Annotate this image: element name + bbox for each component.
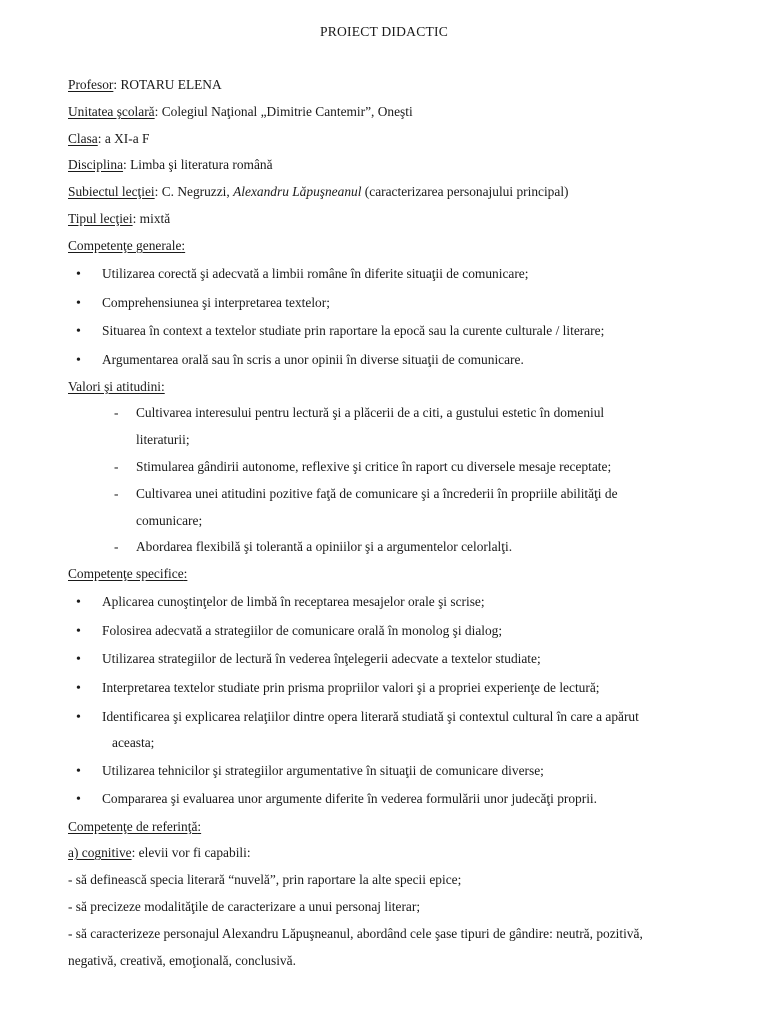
cognitive-label: a) cognitive	[68, 845, 132, 860]
referinta-item-continuation: negativă, creativă, emoţională, conclusivă.	[68, 953, 296, 968]
list-item: •Comprehensiunea şi interpretarea textelor;	[76, 295, 330, 312]
profesor-label: Profesor	[68, 77, 114, 92]
disciplina-label: Disciplina	[68, 157, 124, 172]
tip-label: Tipul lecţiei	[68, 211, 133, 226]
list-item: •Situarea în context a textelor studiate prin raportare la epocă sau la curente culturale / literare;	[76, 323, 604, 340]
unitate-value: : Colegiul Naţional „Dimitrie Cantemir”, Oneşti	[154, 104, 413, 119]
list-item: •Interpretarea textelor studiate prin prisma propriilor valori şi a propriei experienţe de lectură;	[76, 680, 599, 697]
bullet-icon	[76, 623, 102, 640]
list-item-continuation: comunicare;	[136, 513, 203, 528]
list-item: •Utilizarea corectă şi adecvată a limbii române în diferite situaţii de comunicare;	[76, 266, 528, 283]
subiect-suffix: (caracterizarea personajului principal)	[361, 184, 569, 199]
list-item: •Compararea şi evaluarea unor argumente diferite în vederea formulării unor judecăţi proprii.	[76, 791, 597, 808]
bullet-icon	[76, 763, 102, 780]
list-item: •Folosirea adecvată a strategiilor de comunicare orală în monolog şi dialog;	[76, 623, 502, 640]
clasa-line	[68, 131, 149, 147]
competente-referinta-heading: Competenţe de referinţă:	[68, 819, 202, 834]
cognitive-line	[68, 845, 251, 861]
disciplina-value: : Limba şi literatura română	[123, 157, 273, 172]
tip-value: : mixtă	[132, 211, 171, 226]
list-item: •Identificarea şi explicarea relaţiilor dintre opera literară studiată şi contextul cultural în care a apărut	[76, 709, 639, 726]
bullet-icon	[76, 352, 102, 369]
subiect-line	[68, 184, 569, 200]
competente-generale-heading: Competenţe generale:	[68, 238, 186, 253]
list-item: - Cultivarea unei atitudini pozitive faţă de comunicare şi a încrederii în propriile abilităţi de	[114, 486, 618, 501]
list-item: •Argumentarea orală sau în scris a unor opinii în diverse situaţii de comunicare.	[76, 352, 524, 369]
bullet-icon	[76, 709, 102, 726]
dash-marker: -	[114, 539, 119, 554]
profesor-line	[68, 77, 222, 93]
list-item-continuation: aceasta;	[112, 735, 155, 750]
list-item-continuation: literaturii;	[136, 432, 190, 447]
dash-marker: -	[114, 405, 119, 420]
valori-heading: Valori şi atitudini:	[68, 379, 165, 394]
referinta-item: - să definească specia literară “nuvelă”, prin raportare la alte specii epice;	[68, 872, 462, 887]
cognitive-text: : elevii vor fi capabili:	[131, 845, 251, 860]
bullet-icon	[76, 323, 102, 340]
subiect-label: Subiectul lecţiei	[68, 184, 155, 199]
list-item: - Stimularea gândirii autonome, reflexive şi critice în raport cu diversele mesaje receptate;	[114, 459, 612, 474]
disciplina-line	[68, 157, 273, 173]
unitate-label: Unitatea şcolară	[68, 104, 155, 119]
bullet-icon	[76, 680, 102, 697]
list-item: •Aplicarea cunoştinţelor de limbă în receptarea mesajelor orale şi scrise;	[76, 594, 485, 611]
list-item: - Cultivarea interesului pentru lectură şi a plăcerii de a citi, a gustului estetic în domeniul	[114, 405, 605, 420]
profesor-value: : ROTARU ELENA	[113, 77, 222, 92]
list-item: - Abordarea flexibilă şi tolerantă a opiniilor şi a argumentelor celorlalţi.	[114, 539, 513, 554]
dash-marker: -	[114, 459, 119, 474]
dash-marker: -	[114, 486, 119, 501]
list-item: •Utilizarea strategiilor de lectură în vederea înţelegerii adecvate a textelor studiate;	[76, 651, 541, 668]
bullet-icon	[76, 266, 102, 283]
competente-specifice-heading: Competenţe specifice:	[68, 566, 188, 581]
bullet-icon	[76, 295, 102, 312]
list-item: •Utilizarea tehnicilor şi strategiilor argumentative în situaţii de comunicare diverse;	[76, 763, 544, 780]
document-title: PROIECT DIDACTIC	[320, 24, 448, 39]
clasa-label: Clasa	[68, 131, 98, 146]
bullet-icon	[76, 651, 102, 668]
clasa-value: : a XI-a F	[97, 131, 150, 146]
bullet-icon	[76, 791, 102, 808]
referinta-item: - să caracterizeze personajul Alexandru Lăpuşneanul, abordând cele şase tipuri de gândire: neutră, pozitivă,	[68, 926, 643, 941]
bullet-icon	[76, 594, 102, 611]
subiect-prefix: : C. Negruzzi,	[154, 184, 234, 199]
subiect-title: Alexandru Lăpuşneanul	[233, 184, 362, 199]
tip-line	[68, 211, 170, 227]
unitate-line	[68, 104, 413, 120]
referinta-item: - să precizeze modalităţile de caracterizare a unui personaj literar;	[68, 899, 421, 914]
